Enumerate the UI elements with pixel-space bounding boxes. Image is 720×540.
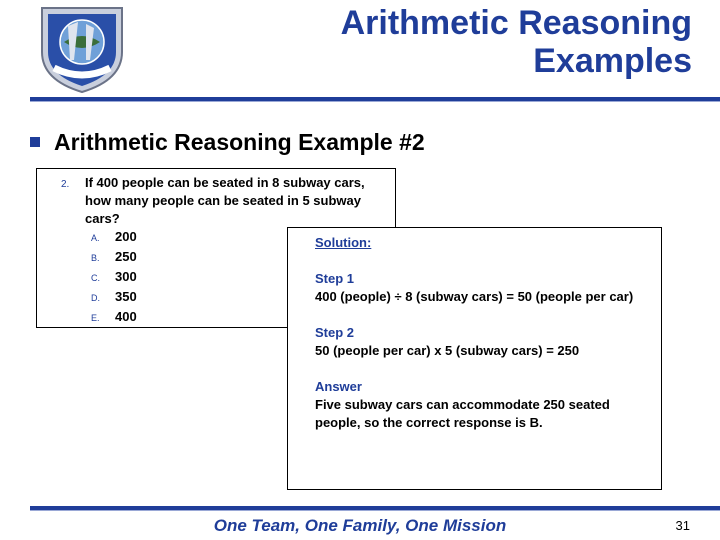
answer-label: Answer xyxy=(315,379,362,394)
option-b xyxy=(91,247,137,267)
title-line-1: Arithmetic Reasoning xyxy=(340,4,692,42)
question-number: 2. xyxy=(61,179,70,190)
footer-motto: One Team, One Family, One Mission xyxy=(213,516,507,535)
answer-text: Five subway cars can accommodate 250 seated people, so the correct response is B. xyxy=(315,397,610,430)
shield-logo-icon xyxy=(34,2,130,94)
option-value: 400 xyxy=(115,309,137,324)
step-1-label: Step 1 xyxy=(315,271,355,286)
option-value: 300 xyxy=(115,269,137,284)
option-letter: E. xyxy=(91,313,100,323)
option-letter: B. xyxy=(91,253,100,263)
option-letter: A. xyxy=(91,233,100,243)
solution-box xyxy=(287,227,662,490)
step-1-text: 400 (people) ÷ 8 (subway cars) = 50 (people per car) xyxy=(315,289,634,304)
option-e xyxy=(91,307,137,327)
step-2-text: 50 (people per car) x 5 (subway cars) = 250 xyxy=(315,343,580,358)
step-2-label: Step 2 xyxy=(315,325,355,340)
section-heading xyxy=(30,128,425,156)
footer-divider xyxy=(30,506,720,511)
question-text: If 400 people can be seated in 8 subway cars, how many people can be seated in 5 subway cars? xyxy=(85,175,365,226)
answer-options xyxy=(91,227,137,327)
option-value: 250 xyxy=(115,249,137,264)
square-bullet-icon xyxy=(30,137,40,147)
section-heading-text: Arithmetic Reasoning Example #2 xyxy=(54,129,425,155)
page-title xyxy=(192,4,692,80)
option-value: 200 xyxy=(115,229,137,244)
option-c xyxy=(91,267,137,287)
air-force-personnel-center-logo xyxy=(34,2,130,94)
page-number: 31 xyxy=(675,518,690,533)
option-letter: D. xyxy=(91,293,100,303)
solution-title: Solution: xyxy=(315,235,372,250)
option-a xyxy=(91,227,137,247)
title-line-2: Examples xyxy=(533,42,692,80)
option-d xyxy=(91,287,137,307)
option-value: 350 xyxy=(115,289,137,304)
header-divider xyxy=(30,97,720,102)
option-letter: C. xyxy=(91,273,100,283)
